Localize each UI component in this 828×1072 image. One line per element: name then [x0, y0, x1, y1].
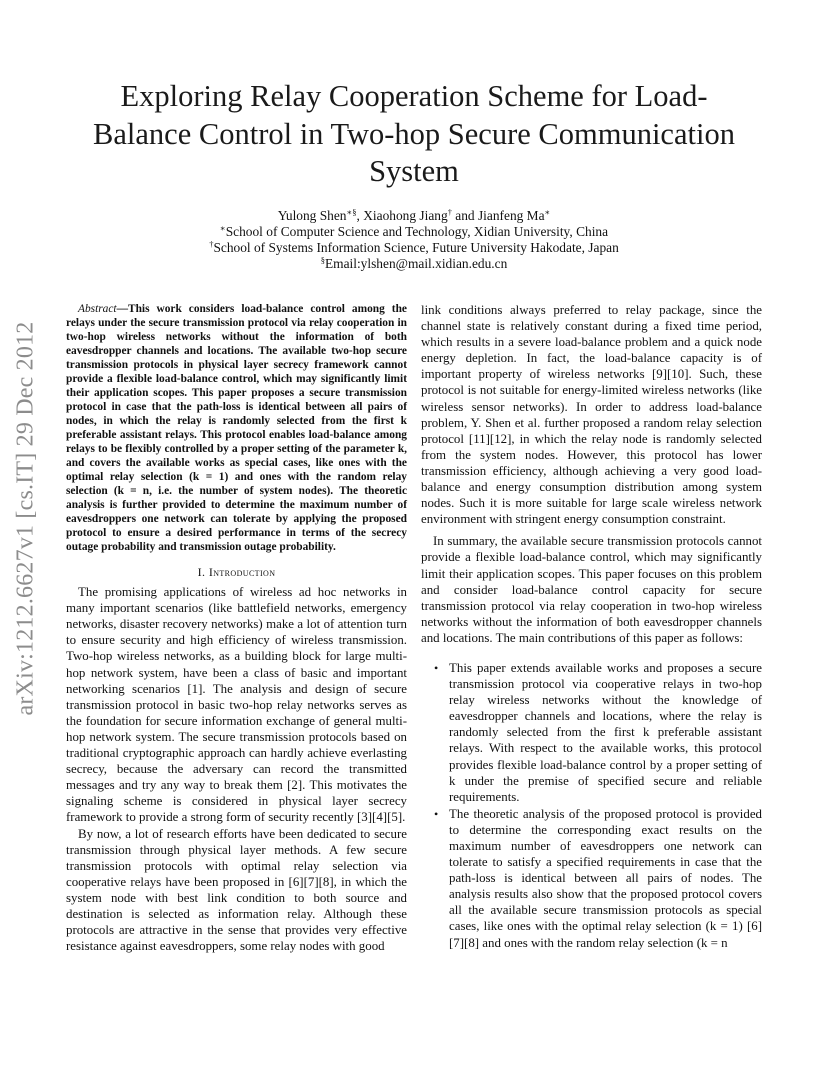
- arxiv-stamp: [5, 268, 47, 768]
- author-mark: †: [447, 207, 452, 217]
- email-text: Email:ylshen@mail.xidian.edu.cn: [324, 256, 508, 271]
- affiliation-mark: §: [320, 255, 325, 265]
- author-name: Xiaohong Jiang: [363, 208, 448, 223]
- list-item: [421, 660, 762, 805]
- left-column: [66, 302, 407, 954]
- author-separator: ,: [356, 208, 364, 223]
- affiliation-email: [90, 256, 738, 272]
- author-mark: ∗: [544, 207, 551, 217]
- author-mark: ∗§: [346, 207, 357, 217]
- author-name: Yulong Shen: [277, 208, 347, 223]
- list-item-text: The theoretic analysis of the proposed protocol is provided to determine the corresponding exact results on the maximum number of eavesdroppers one network can tolerate to satisfy a specified requirements in case that the path-loss is identical between all pairs of nodes. The analysis results also show that the proposed protocol covers all the available secure transmission protocols as special cases, like ones with the optimal relay selection (k = 1) [6][7][8] and ones with the random relay selection (k = n: [449, 806, 762, 950]
- list-item-text: This paper extends available works and proposes a secure transmission protocol via cooperative relays in two-hop relay wireless networks without the knowledge of eavesdropper channels and locations, where the relay is randomly selected from the first k preferable assistant relays. With respect to the available works, this protocol provides flexible load-balance control by a proper setting of k under the premise of specified secure and reliable requirements.: [449, 660, 762, 804]
- affiliation-text: School of Computer Science and Technology, Xidian University, China: [225, 224, 609, 239]
- author-separator: and: [451, 208, 478, 223]
- abstract-text: This work considers load-balance control among the relays under the secure transmission protocol via relay cooperation in two-hop wireless networks without the information of both eavesdropper channels and locations. The available two-hop secure transmission protocols in physical layer secrecy framework cannot provide a flexible load-balance control, which may significantly limit their application scopes. This paper proposes a secure transmission protocol in case that the path-loss is identical between all pairs of nodes, in which the relay is randomly selected from the first k preferable assistant relays. This protocol enables load-balance among relays to be flexibly controlled by a proper setting of the parameter k, and covers the available works as special cases, like ones with the optimal relay selection (k = 1) and ones with the random relay selection (k = n, i.e. the number of system nodes). The theoretic analysis is further provided to determine the maximum number of eavesdroppers one network can tolerate by applying the proposed protocol to ensure a desired performance in terms of the secrecy outage probability and transmission outage probability.: [66, 303, 407, 553]
- section-title: Introduction: [208, 565, 276, 579]
- affiliation: [90, 240, 738, 256]
- abstract-dash: —: [116, 303, 128, 315]
- author-name: Jianfeng Ma: [477, 208, 545, 223]
- section-number: I.: [197, 565, 206, 579]
- list-item: [421, 806, 762, 951]
- paper-title: Exploring Relay Cooperation Scheme for Load-Balance Control in Two-hop Secure Communication System: [93, 79, 735, 188]
- paragraph: By now, a lot of research efforts have been dedicated to secure transmission through physical layer methods. A few secure transmission protocols with optimal relay selection via cooperative relays have been proposed in [6][7][8], in which the system node with best link condition to both source and destination is selected as information relay. Although these protocols are attractive in the sense that provides very effective resistance against eavesdroppers, some relay nodes with good: [66, 826, 407, 954]
- abstract: [66, 302, 407, 554]
- affiliation: [90, 224, 738, 240]
- affiliation-mark: †: [209, 239, 214, 249]
- author-names: [90, 208, 738, 224]
- affiliation-text: School of Systems Information Science, Future University Hakodate, Japan: [213, 240, 619, 255]
- bullet-icon: •: [434, 806, 439, 821]
- author-block: [90, 208, 738, 272]
- paragraph: The promising applications of wireless ad hoc networks in many important scenarios (like battlefield networks, emergency networks, disaster recovery networks) make a lot of attention turn to ensure security and high efficiency of wireless transmission. Two-hop wireless networks, as a building block for large multi-hop network system, have been a class of basic and important networking scenarios [1]. The analysis and design of secure transmission protocol in basic two-hop relay networks serves as the foundation for secure information exchange of general multi-hop network system. The secure transmission protocols based on traditional cryptographic approach can hardly achieve everlasting secrecy, because the adversary can record the transmitted messages and try any way to break them [2]. This motivates the signaling scheme is considered in physical layer secrecy framework to provide a strong form of security recently [3][4][5].: [66, 585, 407, 825]
- contribution-list: [421, 660, 762, 951]
- right-column: [421, 302, 762, 951]
- paragraph: In summary, the available secure transmission protocols cannot provide a flexible load-balance control, which may significantly limit their application scopes. This paper focuses on this problem and consider load-balance control capacity for secure transmission protocol via relay cooperation in two-hop wireless networks without the information of both eavesdropper channels and locations. The main contributions of this paper as follows:: [421, 534, 762, 645]
- affiliation-mark: ∗: [219, 223, 226, 233]
- section-heading: [66, 564, 407, 580]
- abstract-label: Abstract: [78, 303, 117, 315]
- paragraph-continued: link conditions always preferred to relay package, since the channel state is relatively constant during a fixed time period, which results in a severe load-balance problem and a quick node energy depletion. In fact, the load-balance capacity is of important property of wireless networks [9][10]. Such, these protocol is not suitable for energy-limited wireless networks (like wireless sensor networks). In order to address load-balance problem, Y. Shen et al. further proposed a random relay selection protocol [11][12], in which the relay node is randomly selected from the system nodes. However, this protocol has lower transmission efficiency, although achieving a very good load-balance and energy consumption distribution among system nodes. Such it is more suitable for large scale wireless network environment with stringent energy consumption constraint.: [421, 303, 762, 527]
- bullet-icon: •: [434, 660, 439, 675]
- arxiv-stamp-text: arXiv:1212.6627v1 [cs.IT] 29 Dec 2012: [12, 321, 39, 715]
